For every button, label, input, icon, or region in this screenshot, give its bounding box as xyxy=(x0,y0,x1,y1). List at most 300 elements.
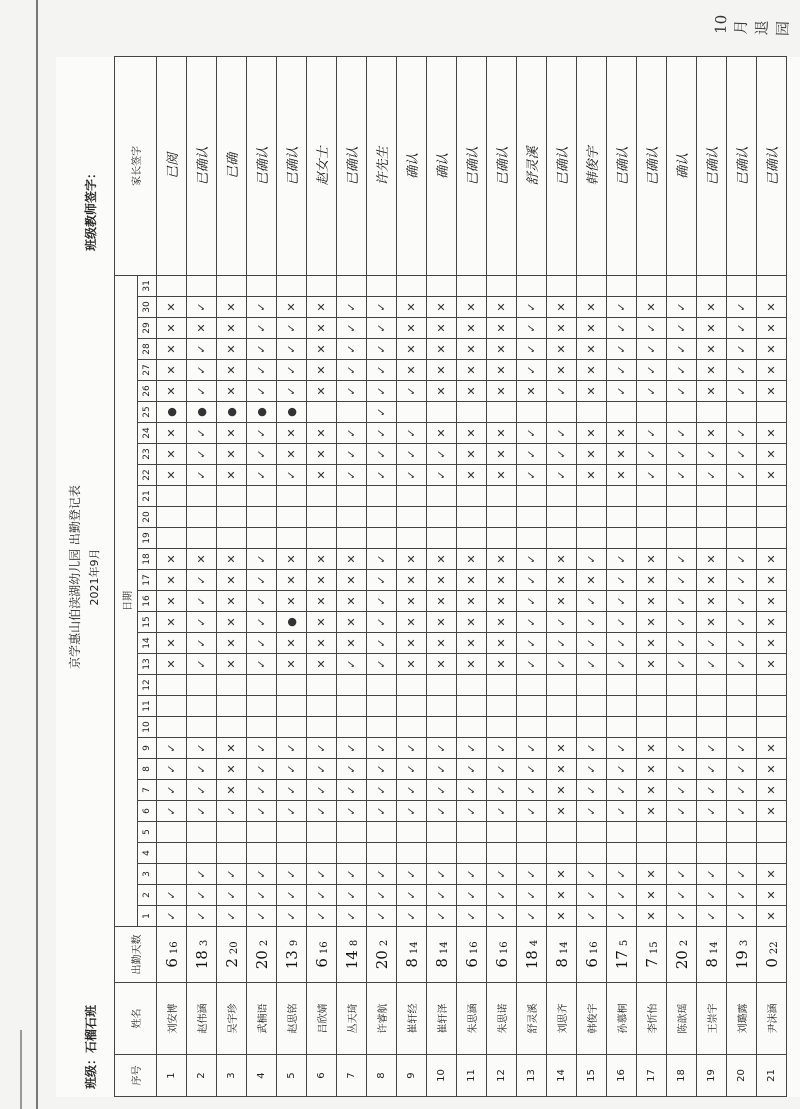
attendance-mark: ✕ xyxy=(577,570,607,591)
attendance-mark: ✓ xyxy=(727,654,757,675)
attendance-days xyxy=(547,927,577,983)
attendance-mark: ✓ xyxy=(607,885,637,906)
attendance-mark xyxy=(457,696,487,717)
attendance-mark: ✓ xyxy=(247,360,277,381)
attendance-mark: ✓ xyxy=(517,423,547,444)
attendance-mark xyxy=(667,402,697,423)
attendance-mark xyxy=(667,528,697,549)
student-name: 舒灵溪 xyxy=(517,983,547,1055)
attendance-mark xyxy=(337,717,367,738)
attendance-mark: ✓ xyxy=(247,759,277,780)
attendance-mark: ✓ xyxy=(397,381,427,402)
attendance-mark: ✓ xyxy=(517,339,547,360)
date-header: 3 xyxy=(138,864,157,885)
attendance-mark: ✕ xyxy=(757,381,787,402)
attendance-days xyxy=(247,927,277,983)
date-header: 7 xyxy=(138,780,157,801)
attendance-mark: ✕ xyxy=(697,549,727,570)
attendance-mark xyxy=(697,275,727,296)
attendance-mark xyxy=(427,486,457,507)
attendance-mark: ✓ xyxy=(487,885,517,906)
row-seq: 3 xyxy=(217,1055,247,1097)
attendance-mark xyxy=(637,843,667,864)
attendance-mark: ✓ xyxy=(727,906,757,927)
parent-signature: 已确认 xyxy=(247,56,277,275)
attendance-mark: ✓ xyxy=(727,780,757,801)
scan-edge-line xyxy=(36,0,38,1109)
attendance-mark: ✓ xyxy=(727,759,757,780)
attendance-mark: ✓ xyxy=(607,591,637,612)
attendance-mark xyxy=(517,486,547,507)
attendance-mark xyxy=(187,843,217,864)
attendance-mark xyxy=(607,717,637,738)
attendance-mark: ✓ xyxy=(457,885,487,906)
attendance-mark: ✕ xyxy=(307,591,337,612)
date-header: 19 xyxy=(138,528,157,549)
attendance-mark xyxy=(517,675,547,696)
attendance-mark: ✓ xyxy=(277,360,307,381)
attendance-days-value: 0 xyxy=(762,958,781,968)
attendance-mark xyxy=(247,822,277,843)
attendance-mark: ✓ xyxy=(427,885,457,906)
attendance-mark xyxy=(577,843,607,864)
attendance-mark: ✓ xyxy=(667,864,697,885)
attendance-mark xyxy=(397,507,427,528)
attendance-mark xyxy=(757,675,787,696)
attendance-mark xyxy=(247,843,277,864)
attendance-mark: ✓ xyxy=(247,381,277,402)
attendance-mark xyxy=(667,696,697,717)
date-header: 4 xyxy=(138,843,157,864)
attendance-mark xyxy=(337,528,367,549)
attendance-mark: ✓ xyxy=(577,633,607,654)
attendance-mark xyxy=(427,402,457,423)
attendance-mark: ✓ xyxy=(277,864,307,885)
attendance-mark: ● xyxy=(277,402,307,423)
attendance-mark: ✓ xyxy=(667,780,697,801)
student-name: 赵思铭 xyxy=(277,983,307,1055)
attendance-mark: ✕ xyxy=(277,549,307,570)
attendance-days xyxy=(457,927,487,983)
attendance-mark xyxy=(307,275,337,296)
student-name: 崔轩泽 xyxy=(427,983,457,1055)
table-row xyxy=(757,56,787,1096)
attendance-days xyxy=(277,927,307,983)
attendance-mark: ✓ xyxy=(517,444,547,465)
attendance-mark: ✕ xyxy=(457,381,487,402)
attendance-mark: ✕ xyxy=(157,318,187,339)
attendance-mark xyxy=(637,402,667,423)
attendance-mark: ✓ xyxy=(187,759,217,780)
attendance-mark xyxy=(517,275,547,296)
attendance-mark: ✕ xyxy=(217,570,247,591)
attendance-mark xyxy=(517,528,547,549)
attendance-mark: ✕ xyxy=(547,339,577,360)
attendance-mark xyxy=(457,275,487,296)
attendance-days xyxy=(427,927,457,983)
attendance-mark: ✓ xyxy=(367,402,397,423)
attendance-days-value: 8 xyxy=(702,958,721,968)
attendance-mark: ✕ xyxy=(547,906,577,927)
attendance-mark xyxy=(517,822,547,843)
attendance-mark: ✕ xyxy=(457,591,487,612)
attendance-mark: ✓ xyxy=(547,633,577,654)
attendance-mark: ✓ xyxy=(367,339,397,360)
student-name: 许睿航 xyxy=(367,983,397,1055)
attendance-mark xyxy=(157,528,187,549)
attendance-mark: ✓ xyxy=(337,465,367,486)
attendance-mark: ✕ xyxy=(217,633,247,654)
attendance-mark xyxy=(577,402,607,423)
attendance-mark: ✓ xyxy=(457,801,487,822)
attendance-mark: ✓ xyxy=(277,339,307,360)
attendance-mark: ✓ xyxy=(517,864,547,885)
attendance-mark: ✓ xyxy=(727,612,757,633)
student-name: 韩俊宇 xyxy=(577,983,607,1055)
date-header: 24 xyxy=(138,423,157,444)
attendance-mark: ✕ xyxy=(457,465,487,486)
attendance-mark: ✕ xyxy=(277,654,307,675)
attendance-mark xyxy=(547,507,577,528)
attendance-mark: ✓ xyxy=(667,906,697,927)
attendance-mark: ✕ xyxy=(427,591,457,612)
attendance-mark xyxy=(607,486,637,507)
attendance-mark: ✓ xyxy=(517,612,547,633)
parent-signature: 已确认 xyxy=(697,56,727,275)
attendance-mark xyxy=(577,528,607,549)
date-header: 30 xyxy=(138,297,157,318)
absence-days-note: 16 xyxy=(498,941,510,955)
attendance-mark: ✕ xyxy=(157,360,187,381)
row-seq: 14 xyxy=(547,1055,577,1097)
attendance-mark: ✕ xyxy=(307,444,337,465)
attendance-mark: ✕ xyxy=(697,297,727,318)
attendance-mark: ✓ xyxy=(457,738,487,759)
attendance-mark: ✕ xyxy=(637,885,667,906)
attendance-days-value: 20 xyxy=(252,950,271,970)
attendance-mark: ✕ xyxy=(157,654,187,675)
attendance-mark: ✓ xyxy=(607,549,637,570)
attendance-mark: ✓ xyxy=(247,738,277,759)
attendance-mark xyxy=(637,507,667,528)
attendance-mark: ✓ xyxy=(307,906,337,927)
attendance-mark: ✓ xyxy=(667,318,697,339)
attendance-mark: ✓ xyxy=(367,465,397,486)
attendance-mark xyxy=(397,717,427,738)
attendance-mark: ✕ xyxy=(397,360,427,381)
attendance-days-value: 20 xyxy=(672,950,691,970)
attendance-mark: ✓ xyxy=(337,759,367,780)
attendance-mark: ✓ xyxy=(577,549,607,570)
attendance-mark xyxy=(457,486,487,507)
attendance-mark: ✓ xyxy=(367,612,397,633)
attendance-mark: ✓ xyxy=(577,612,607,633)
attendance-mark: ✓ xyxy=(697,759,727,780)
attendance-mark: ✓ xyxy=(397,465,427,486)
attendance-mark: ✕ xyxy=(757,633,787,654)
attendance-mark: ✓ xyxy=(187,864,217,885)
attendance-mark: ✓ xyxy=(607,738,637,759)
attendance-days-value: 8 xyxy=(402,958,421,968)
attendance-mark: ✓ xyxy=(277,465,307,486)
attendance-mark xyxy=(547,717,577,738)
table-row xyxy=(157,56,187,1096)
attendance-mark: ✓ xyxy=(187,444,217,465)
attendance-mark: ✓ xyxy=(577,759,607,780)
attendance-mark: ✓ xyxy=(727,633,757,654)
attendance-mark: ✓ xyxy=(337,297,367,318)
attendance-mark: ✓ xyxy=(367,738,397,759)
attendance-mark: ✓ xyxy=(307,864,337,885)
attendance-mark: ✕ xyxy=(757,864,787,885)
parent-signature: 赵女士 xyxy=(307,56,337,275)
attendance-mark: ✕ xyxy=(457,318,487,339)
attendance-mark: ✓ xyxy=(547,612,577,633)
attendance-mark: ✓ xyxy=(517,360,547,381)
attendance-mark: ✕ xyxy=(487,549,517,570)
attendance-mark: ✓ xyxy=(187,612,217,633)
attendance-mark: ✕ xyxy=(577,318,607,339)
attendance-mark: ✓ xyxy=(247,801,277,822)
attendance-mark: ✓ xyxy=(487,759,517,780)
attendance-mark: ✓ xyxy=(337,654,367,675)
attendance-days xyxy=(307,927,337,983)
attendance-mark: ✓ xyxy=(727,297,757,318)
attendance-mark xyxy=(307,507,337,528)
attendance-days xyxy=(337,927,367,983)
attendance-days-value: 8 xyxy=(552,958,571,968)
attendance-mark: ✓ xyxy=(427,444,457,465)
attendance-mark xyxy=(487,717,517,738)
attendance-mark: ✕ xyxy=(487,654,517,675)
attendance-mark xyxy=(667,486,697,507)
attendance-mark: ✓ xyxy=(157,885,187,906)
attendance-mark: ✓ xyxy=(607,759,637,780)
attendance-mark: ✓ xyxy=(277,318,307,339)
attendance-mark: ✓ xyxy=(667,885,697,906)
parent-signature: 确认 xyxy=(397,56,427,275)
attendance-mark: ✓ xyxy=(487,864,517,885)
attendance-mark xyxy=(697,843,727,864)
attendance-mark: ✕ xyxy=(577,423,607,444)
attendance-mark: ✕ xyxy=(457,339,487,360)
attendance-mark: ● xyxy=(277,612,307,633)
date-header: 9 xyxy=(138,738,157,759)
row-seq: 4 xyxy=(247,1055,277,1097)
attendance-mark xyxy=(337,507,367,528)
date-header: 8 xyxy=(138,759,157,780)
row-seq: 12 xyxy=(487,1055,517,1097)
attendance-mark: ✕ xyxy=(517,381,547,402)
attendance-mark xyxy=(307,402,337,423)
attendance-mark: ✓ xyxy=(187,297,217,318)
attendance-mark xyxy=(547,486,577,507)
attendance-mark xyxy=(697,528,727,549)
attendance-mark xyxy=(247,528,277,549)
attendance-mark: ✕ xyxy=(487,360,517,381)
attendance-mark: ● xyxy=(157,402,187,423)
attendance-mark: ✕ xyxy=(277,297,307,318)
attendance-days-value: 17 xyxy=(612,950,631,970)
attendance-mark: ✓ xyxy=(577,864,607,885)
attendance-mark xyxy=(517,717,547,738)
attendance-mark xyxy=(637,528,667,549)
attendance-mark xyxy=(637,696,667,717)
attendance-mark: ✓ xyxy=(577,906,607,927)
parent-signature: 许先生 xyxy=(367,56,397,275)
attendance-mark xyxy=(427,843,457,864)
column-header-date-group: 日期 xyxy=(115,275,138,926)
attendance-mark xyxy=(277,528,307,549)
attendance-mark xyxy=(397,843,427,864)
attendance-mark: ✓ xyxy=(517,738,547,759)
row-seq: 21 xyxy=(757,1055,787,1097)
attendance-mark: ✕ xyxy=(157,423,187,444)
attendance-mark: ✓ xyxy=(187,885,217,906)
attendance-mark xyxy=(577,696,607,717)
attendance-mark xyxy=(367,486,397,507)
attendance-mark: ✓ xyxy=(277,801,307,822)
attendance-mark: ✓ xyxy=(607,864,637,885)
table-row xyxy=(397,56,427,1096)
attendance-mark: ✓ xyxy=(367,591,397,612)
attendance-mark: ✕ xyxy=(307,633,337,654)
attendance-mark xyxy=(487,507,517,528)
absence-days-note: 22 xyxy=(768,941,780,955)
attendance-days-value: 6 xyxy=(462,958,481,968)
attendance-mark: ✕ xyxy=(757,801,787,822)
attendance-mark: ✓ xyxy=(637,423,667,444)
attendance-mark xyxy=(217,486,247,507)
student-name: 王崇宇 xyxy=(697,983,727,1055)
date-header: 11 xyxy=(138,696,157,717)
student-name: 丛天琦 xyxy=(337,983,367,1055)
attendance-days xyxy=(157,927,187,983)
attendance-mark xyxy=(757,507,787,528)
attendance-mark: ✕ xyxy=(337,612,367,633)
attendance-mark: ✓ xyxy=(727,423,757,444)
absence-days-note: 16 xyxy=(318,941,330,955)
attendance-mark xyxy=(457,507,487,528)
attendance-mark: ✕ xyxy=(487,423,517,444)
attendance-mark: ✓ xyxy=(217,885,247,906)
attendance-mark xyxy=(697,696,727,717)
attendance-mark: ✓ xyxy=(637,360,667,381)
attendance-mark: ✕ xyxy=(757,780,787,801)
attendance-mark: ✕ xyxy=(217,339,247,360)
date-header: 29 xyxy=(138,318,157,339)
date-header: 5 xyxy=(138,822,157,843)
attendance-mark: ✕ xyxy=(637,570,667,591)
table-row xyxy=(637,56,667,1096)
attendance-mark xyxy=(517,402,547,423)
attendance-mark: ✓ xyxy=(727,738,757,759)
attendance-mark: ✓ xyxy=(667,423,697,444)
attendance-mark: ✓ xyxy=(427,801,457,822)
attendance-mark xyxy=(637,275,667,296)
row-seq: 20 xyxy=(727,1055,757,1097)
attendance-mark: ✓ xyxy=(187,423,217,444)
attendance-mark: ✓ xyxy=(157,780,187,801)
attendance-mark xyxy=(247,717,277,738)
attendance-mark: ✕ xyxy=(307,360,337,381)
attendance-mark: ✓ xyxy=(727,465,757,486)
attendance-mark: ✕ xyxy=(697,339,727,360)
attendance-mark: ✕ xyxy=(547,549,577,570)
attendance-mark: ✓ xyxy=(427,780,457,801)
attendance-mark xyxy=(577,822,607,843)
attendance-mark: ✓ xyxy=(187,591,217,612)
attendance-mark: ✓ xyxy=(487,738,517,759)
attendance-mark: ✓ xyxy=(607,780,637,801)
attendance-mark: ✕ xyxy=(157,444,187,465)
attendance-mark: ✓ xyxy=(667,738,697,759)
attendance-mark xyxy=(187,822,217,843)
attendance-days xyxy=(697,927,727,983)
attendance-mark: ✕ xyxy=(217,738,247,759)
attendance-mark: ✕ xyxy=(637,591,667,612)
attendance-mark: ✕ xyxy=(427,339,457,360)
attendance-mark: ✓ xyxy=(487,780,517,801)
attendance-mark: ✓ xyxy=(727,381,757,402)
attendance-mark xyxy=(487,843,517,864)
attendance-mark xyxy=(727,696,757,717)
attendance-mark: ✓ xyxy=(607,906,637,927)
column-header-seq: 序号 xyxy=(115,1055,157,1097)
attendance-mark: ✓ xyxy=(247,906,277,927)
attendance-mark: ✕ xyxy=(427,654,457,675)
attendance-mark xyxy=(667,822,697,843)
attendance-mark: ✓ xyxy=(337,864,367,885)
attendance-mark xyxy=(337,675,367,696)
attendance-mark: ✓ xyxy=(247,591,277,612)
attendance-mark xyxy=(547,528,577,549)
attendance-mark: ✕ xyxy=(457,633,487,654)
attendance-mark: ✓ xyxy=(667,549,697,570)
attendance-days xyxy=(757,927,787,983)
absence-days-note: 4 xyxy=(528,939,540,947)
attendance-mark: ✕ xyxy=(487,318,517,339)
row-seq: 18 xyxy=(667,1055,697,1097)
date-header: 31 xyxy=(138,275,157,296)
attendance-mark: ✕ xyxy=(217,780,247,801)
attendance-mark: ✕ xyxy=(757,549,787,570)
attendance-days xyxy=(217,927,247,983)
date-header: 16 xyxy=(138,591,157,612)
attendance-mark: ✓ xyxy=(427,759,457,780)
attendance-mark: ✓ xyxy=(727,570,757,591)
attendance-mark: ✕ xyxy=(547,759,577,780)
attendance-mark: ✓ xyxy=(517,297,547,318)
attendance-mark: ✕ xyxy=(487,465,517,486)
attendance-mark xyxy=(217,275,247,296)
attendance-mark: ✓ xyxy=(517,570,547,591)
attendance-mark: ✕ xyxy=(217,444,247,465)
attendance-mark xyxy=(697,822,727,843)
attendance-days-value: 18 xyxy=(192,950,211,970)
attendance-mark: ✓ xyxy=(577,654,607,675)
attendance-mark xyxy=(307,675,337,696)
parent-signature: 已确认 xyxy=(457,56,487,275)
attendance-mark: ✓ xyxy=(247,633,277,654)
date-header: 15 xyxy=(138,612,157,633)
attendance-mark: ✓ xyxy=(727,885,757,906)
attendance-mark: ✓ xyxy=(517,465,547,486)
document-month: 2021年9月 xyxy=(88,548,101,606)
attendance-mark: ✓ xyxy=(157,738,187,759)
attendance-mark xyxy=(157,696,187,717)
attendance-mark: ✕ xyxy=(697,570,727,591)
